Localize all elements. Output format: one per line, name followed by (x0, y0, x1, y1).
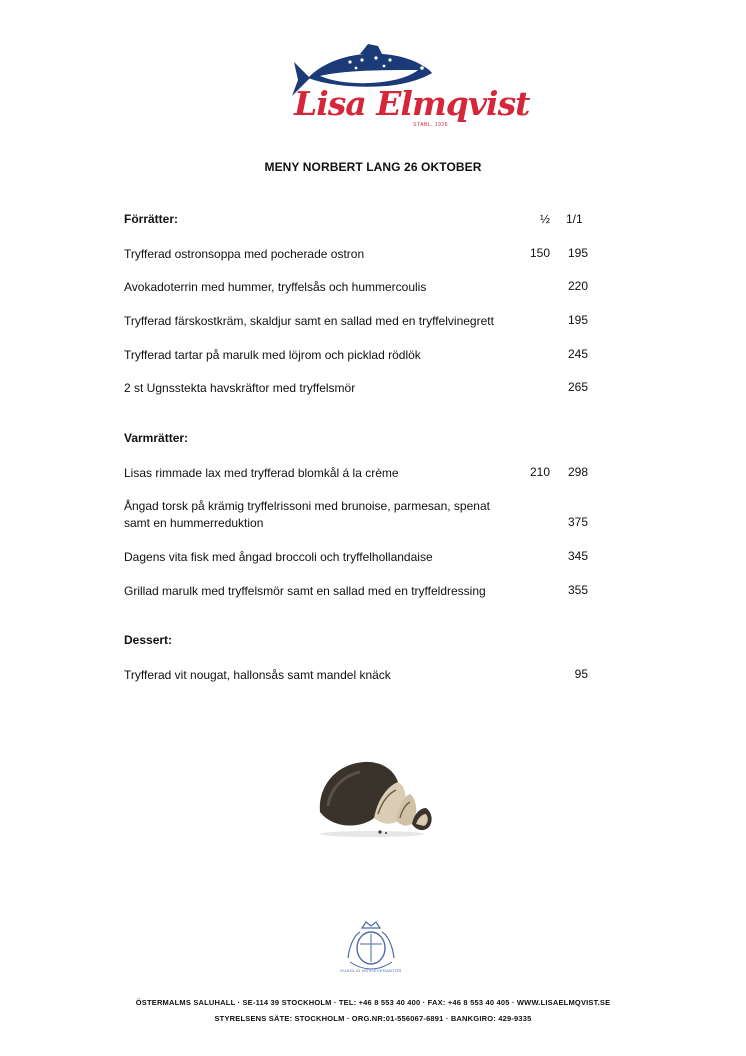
truffle-icon (312, 756, 438, 838)
section-heading-forratter: Förrätter: (124, 212, 179, 226)
footer-address: ÖSTERMALMS SALUHALL · SE-114 39 STOCKHOLM · TEL: +46 8 553 40 400 · FAX: +46 8 553 40 405 · WWW.LISAELMQVIST.SE (135, 998, 611, 1007)
royal-warrant-seal (340, 918, 402, 978)
price-half: 150 (529, 246, 550, 260)
price-full: 195 (567, 313, 588, 327)
section-heading-dessert: Dessert: (124, 633, 173, 647)
price-full: 355 (567, 583, 588, 597)
menu-item-name-line-2: samt en hummerreduktion (124, 516, 264, 530)
menu-item-name: Tryfferad vit nougat, hallonsås samt mandel knäck (124, 668, 391, 682)
footer-registration: STYRELSENS SÄTE: STOCKHOLM · ORG.NR:01-556067-6891 · BANKGIRO: 429-9335 (214, 1014, 532, 1023)
menu-item (124, 667, 594, 684)
column-header-full: 1/1 (566, 212, 583, 226)
price-full: 95 (574, 667, 588, 681)
price-full: 298 (567, 465, 588, 479)
menu-item-name: Grillad marulk med tryffelsmör samt en sallad med en tryffeldressing (124, 584, 486, 598)
menu-item-name: Lisas rimmade lax med tryfferad blomkål á la crème (124, 466, 399, 480)
price-half: 210 (529, 465, 550, 479)
truffle-image (312, 756, 438, 838)
menu-item (124, 347, 594, 364)
price-full: 245 (567, 347, 588, 361)
column-header-half: ½ (540, 212, 551, 226)
menu-item-name-line-1: Ångad torsk på krämig tryffelrissoni med brunoise, parmesan, spenat (124, 499, 490, 513)
brand-logo (290, 40, 530, 132)
menu-item (124, 498, 594, 532)
menu-item-name: Tryfferad tartar på marulk med löjrom och picklad rödlök (124, 348, 421, 362)
section-heading-varmratter: Varmrätter: (124, 431, 189, 445)
menu-item-name: Avokadoterrin med hummer, tryffelsås och hummercoulis (124, 280, 427, 294)
price-full: 375 (567, 515, 588, 529)
seal-text: KUNGLIG HOVLEVERANTÖR (340, 968, 402, 973)
price-full: 345 (567, 549, 588, 563)
price-full: 220 (567, 279, 588, 293)
menu-item (124, 549, 594, 566)
price-full: 265 (567, 380, 588, 394)
menu-item (124, 313, 594, 330)
menu-item-name: Tryfferad ostronsoppa med pocherade ostron (124, 247, 365, 261)
brand-name: Lisa Elmqvist (294, 84, 530, 123)
price-full: 195 (567, 246, 588, 260)
menu-item (124, 380, 594, 397)
menu-title: MENY NORBERT LANG 26 OKTOBER (264, 160, 482, 174)
menu-item (124, 583, 594, 600)
menu-item-name: Dagens vita fisk med ångad broccoli och tryffelhollandaise (124, 550, 433, 564)
menu-item (124, 279, 594, 296)
menu-item-name: Tryfferad färskostkräm, skaldjur samt en sallad med en tryffelvinegrett (124, 314, 494, 328)
brand-established: STABL. 1926 (413, 122, 448, 128)
menu-item-name: 2 st Ugnsstekta havskräftor med tryffelsmör (124, 381, 356, 395)
